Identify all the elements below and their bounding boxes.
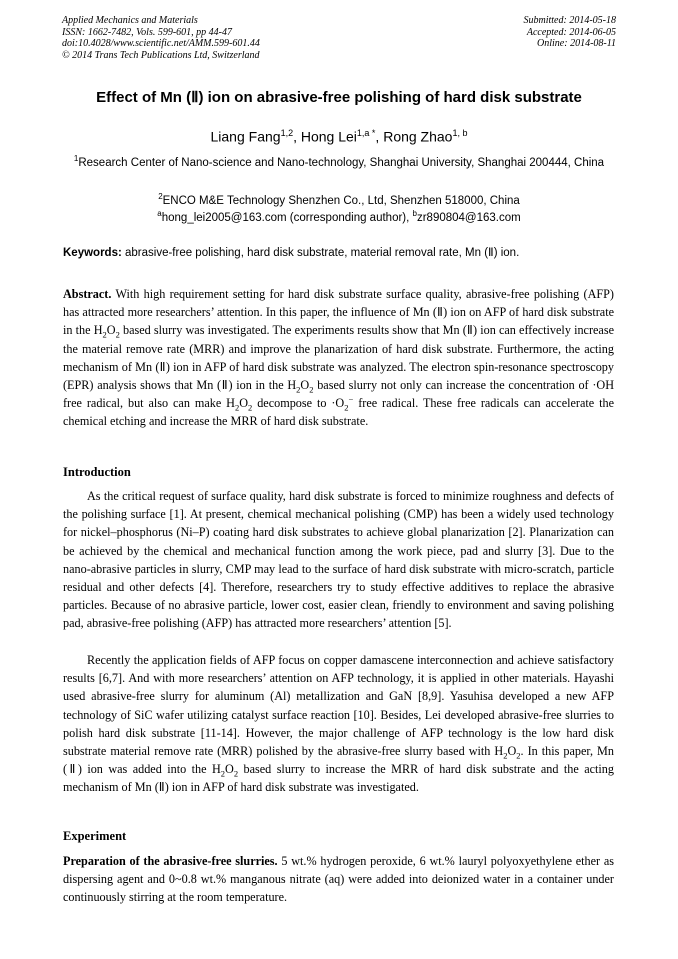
affiliation-text: Research Center of Nano-science and Nano-technology, Shanghai University, Shanghai 200444, China [78, 156, 605, 169]
paragraph [63, 852, 614, 907]
paragraph-text: . In this paper, Mn (Ⅱ) ion was added into the H [63, 744, 614, 777]
chem-symbol: O [507, 744, 517, 759]
section-heading-experiment: Experiment [63, 829, 127, 843]
submitted-date: Submitted: 2014-05-18 [523, 15, 616, 26]
affiliation-sup: 1 [73, 154, 79, 163]
superscript: − [348, 394, 354, 405]
author-name: Liang Fang [210, 128, 281, 145]
author-separator: , [293, 128, 301, 145]
abstract-label: Abstract. [63, 287, 112, 301]
affiliation-sup: 2 [158, 192, 163, 201]
doi: doi:10.4028/www.scientific.net/AMM.599-601.44 [62, 38, 260, 49]
subscript: 2 [220, 768, 226, 779]
chem-symbol: O [106, 323, 116, 338]
paragraph-text: Recently the application fields of AFP focus on copper damascene interconnection and achieve satisfactory results [6,7]. And with more researchers’ attention on AFP technology, it is applied in other materials. Hayashi used abrasive-free slurry for aluminum (Al) metallization and GaN [8,9]. Yasuhisa developed a new AFP technology of SiC wafer utilizing catalyst surface reaction [10]. Besides, Lei developed abrasive-free slurries to polish hard disk substrate [11-14]. However, the major challenge of AFP technology is the low hard disk substrate material remove rate (MRR) polished by the abrasive-free slurry based with H [63, 653, 614, 759]
subscript: 2 [344, 402, 349, 413]
issn: ISSN: 1662-7482, Vols. 599-601, pp 44-47 [62, 26, 232, 38]
subsection-label: Preparation of the abrasive-free slurries. [63, 854, 278, 868]
author-affil-sup: 1,2 [280, 128, 294, 138]
keywords-label: Keywords: [63, 247, 122, 259]
publication-dates [524, 15, 617, 50]
abstract-text: based slurry not only can increase the concentration of ·OH free radical, but also can make H [63, 378, 614, 411]
subscript: 2 [248, 402, 253, 413]
accepted-date: Accepted: 2014-06-05 [526, 26, 616, 38]
keywords [63, 245, 623, 261]
paragraph-text: based slurry to increase the MRR of hard disk substrate and the acting mechanism of Mn (Ⅱ) ion in AFP of hard disk substrate was investigated. [63, 762, 614, 795]
subscript: 2 [115, 329, 120, 340]
affiliation-text: ENCO M&E Technology Shenzhen Co., Ltd, Shenzhen 518000, China [162, 194, 520, 207]
paragraph [63, 651, 614, 797]
subscript: 2 [309, 384, 314, 395]
subscript: 2 [102, 329, 107, 340]
journal-info [62, 15, 260, 61]
author-name: Rong Zhao [383, 128, 453, 145]
abstract-text: based slurry was investigated. The experiments results show that Mn (Ⅱ) ion can effectively increase the material remove rate (MRR) and improve the planarization of hard disk substrate. Furthermore, the acting mechanism of Mn (Ⅱ) ion in AFP of hard disk substrate was analyzed. The electron spin-resonance spectroscopy (EPR) analysis shows that Mn (Ⅱ) ion in the H [63, 323, 614, 393]
paragraph: As the critical request of surface quality, hard disk substrate is forced to minimize roughness and defects of the polishing surface [1]. At present, chemical mechanical polishing (CMP) has been a widely used technology for nickel–phosphorus (Ni–P) coating hard disk substrates to achieve global planarization [2]. Planarization can be achieved by the chemical and mechanical function among the work piece, pad and slurry [3]. Due to the nano-abrasive particles in slurry, CMP may lead to the surface of hard disk substrate with micro-scratch, particle residual and other defects [4]. Therefore, researchers try to study effective additives to replace the abrasive particles. Because of no abrasive particle, lower cost, easier clean, friendly to environment and saving polishing pad, abrasive-free polishing (AFP) has attracted more researchers’ attention [5]. [63, 489, 614, 631]
email-sup: b [412, 209, 417, 218]
author-emails [60, 206, 618, 226]
author-separator: , [375, 128, 384, 145]
abstract-text: free radical. These free radicals can accelerate the chemical etching and increase the MRR of hard disk substrate. [63, 396, 614, 429]
paragraph-text: 5 wt.% hydrogen peroxide, 6 wt.% lauryl polyoxyethylene ether as dispersing agent and 0~0.8 wt.% manganous nitrate (aq) were added into deionized water in a container under continuously stirring at the room temperature. [63, 854, 615, 905]
subscript: 2 [234, 402, 240, 413]
abstract-text: With high requirement setting for hard disk substrate surface quality, abrasive-free polishing (AFP) has attracted more researchers’ attention. In this paper, the influence of Mn (Ⅱ) ion on AFP of hard disk substrate in the H [63, 287, 614, 338]
section-heading-introduction: Introduction [63, 465, 131, 479]
chem-symbol: O [225, 762, 234, 777]
author-name: Hong Lei [300, 128, 357, 145]
chem-symbol: O [300, 378, 310, 393]
journal-name: Applied Mechanics and Materials [62, 15, 198, 26]
chem-symbol: O [239, 396, 249, 411]
abstract-text: decompose to ·O [252, 396, 345, 411]
author-affil-sup: 1, b [452, 128, 468, 138]
subscript: 2 [296, 384, 301, 395]
email-link[interactable]: hong_lei2005@163.com (corresponding author), [161, 211, 413, 224]
subscript: 2 [233, 768, 239, 779]
copyright: © 2014 Trans Tech Publications Ltd, Switzerland [62, 49, 260, 61]
keywords-text: abrasive-free polishing, hard disk substrate, material removal rate, Mn (Ⅱ) ion. [125, 247, 520, 259]
subscript: 2 [516, 750, 521, 761]
author-list [40, 124, 638, 146]
paper-title: Effect of Mn (Ⅱ) ion on abrasive-free polishing of hard disk substrate [96, 89, 582, 106]
abstract [63, 285, 614, 431]
email-sup: a [157, 209, 162, 218]
online-date: Online: 2014-08-11 [537, 38, 616, 49]
email-link[interactable]: zr890804@163.com [416, 211, 521, 224]
author-affil-sup: 1,a * [356, 128, 376, 138]
affiliation-1 [60, 151, 618, 171]
subscript: 2 [503, 750, 508, 761]
